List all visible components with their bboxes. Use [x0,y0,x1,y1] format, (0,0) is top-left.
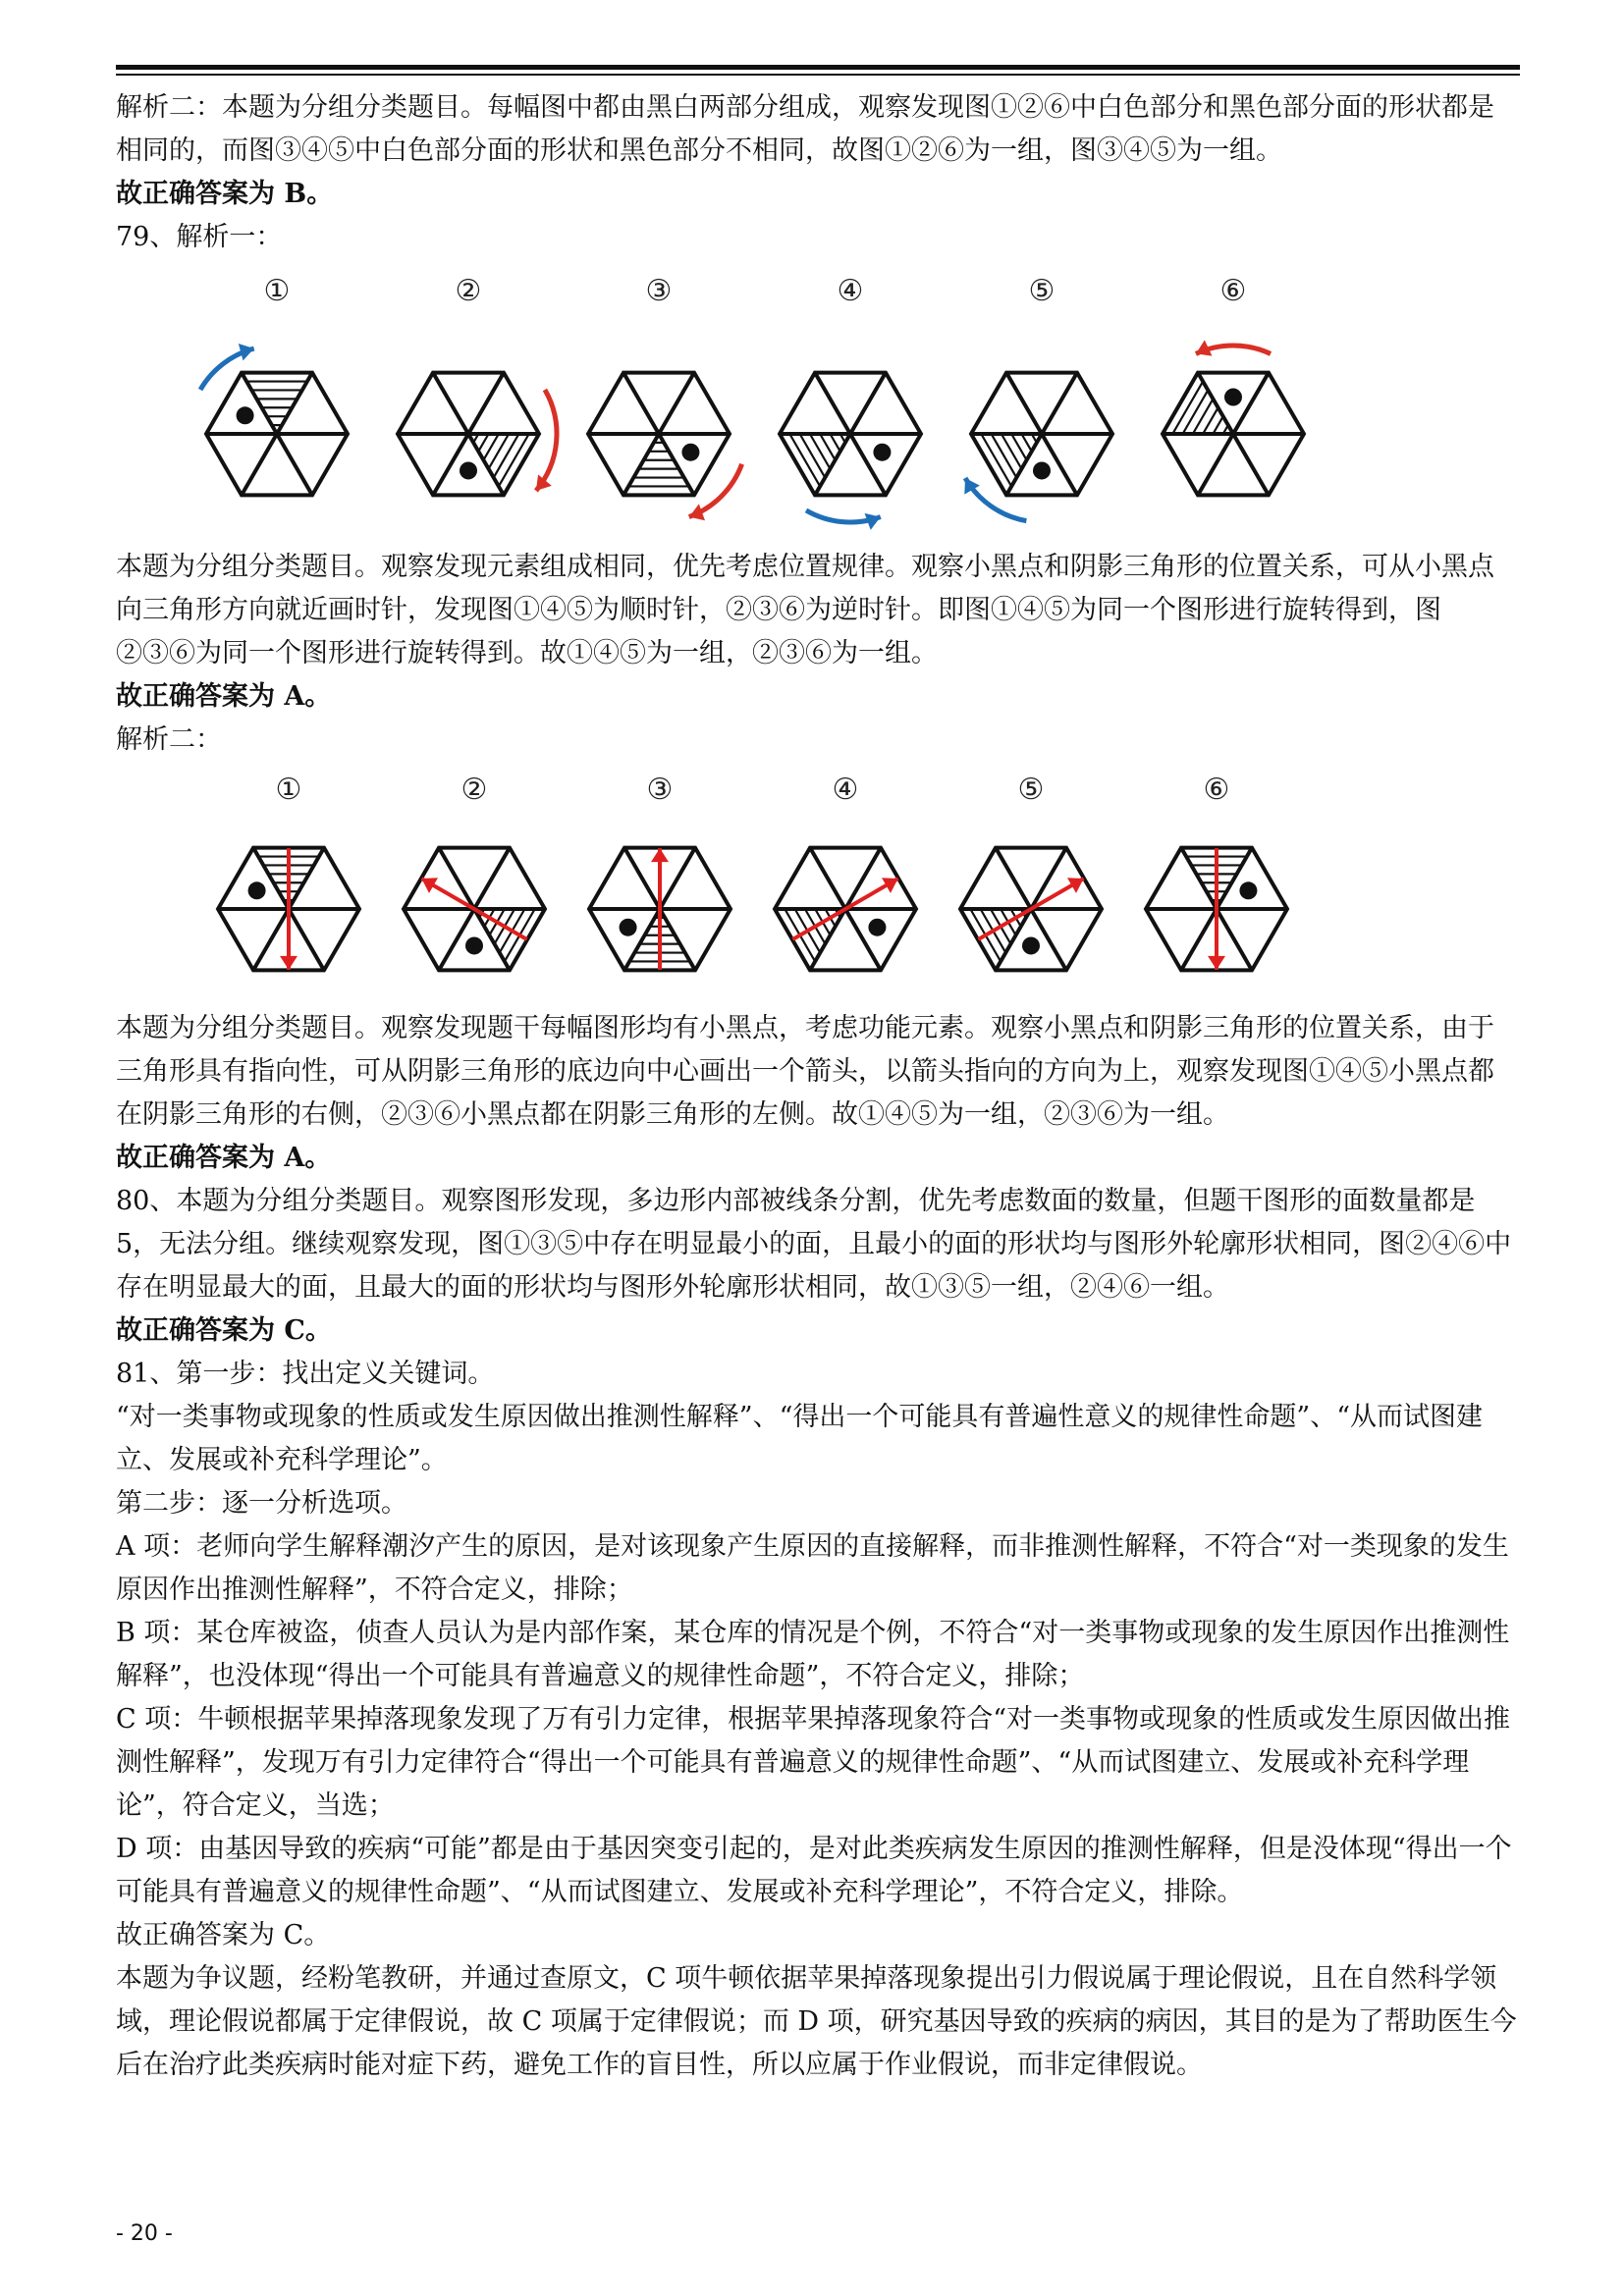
header-rule-thin [116,74,1520,76]
figure1-hexagon [964,373,1112,521]
page-number: - 20 - [116,2221,173,2246]
answer-line: 故正确答案为 A。 [116,1143,332,1173]
direction-arrow-head [1208,956,1225,970]
paragraph: C 项：牛顿根据苹果掉落现象发现了万有引力定律，根据苹果掉落现象符合“对一类事物或现象的性质或发生原因做出推测性解释”，发现万有引力定律符合“得出一个可能具有普遍意义的规律性命题”、“从而试图建立、发展或补充科学理论”，符合定义，当选； [116,1704,1511,1821]
figure-79-rotation [116,259,1520,546]
figure1-hexagon-hatch-line [1193,399,1214,434]
figure1-hexagon [200,344,348,495]
header-rule-thick [116,65,1520,70]
figure2-hexagon [1146,848,1287,971]
figure2-label: ⑤ [1017,773,1045,807]
figure1-label: ① [263,274,291,308]
figure2-hexagon [218,848,359,971]
paragraph: 第二步：逐一分析选项。 [116,1488,407,1519]
figure2-label: ⑥ [1203,773,1230,807]
paragraph: B 项：某仓库被盗，侦查人员认为是内部作案，某仓库的情况是个例，不符合“对一类事物或现象的发生原因作出推测性解释”，也没体现“得出一个可能具有普遍意义的规律性命题”，不符合定义，排除； [116,1618,1510,1691]
paragraph: 故正确答案为 C。 [116,1920,331,1950]
figure2-hexagon-dot [868,919,886,936]
figure1-hexagon-hatch-line [1183,390,1209,434]
figure1-hexagon-dot [681,444,699,461]
paragraph: 79、解析一： [116,222,283,252]
figure1-label: ③ [645,274,673,308]
figure1-hexagon-hatch-line [810,434,831,469]
paragraph: D 项：由基因导致的疾病“可能”都是由于基因突变引起的，是对此类疾病发生原因的推测性解释，但是没体现“得出一个可能具有普遍意义的规律性命题”、“从而试图建立、发展或补充科学理论”，不符合定义，排除。 [116,1834,1512,1907]
figure1-hexagon-dot [1033,461,1051,479]
figure2-hexagon-dot [620,919,637,936]
figure1-hexagon-dot [237,406,254,424]
figure1-hexagon [588,373,742,521]
paragraph: A 项：老师向学生解释潮汐产生的原因，是对该现象产生原因的直接解释，而非推测性解释，不符合“对一类现象的发生原因作出推测性解释”，不符合定义，排除； [116,1531,1509,1605]
figure1-hexagon-hatch-line [1213,416,1222,434]
figure2-label: ④ [832,773,859,807]
paragraph-group-bottom [116,1007,1520,2087]
figure1-hexagon [398,373,557,496]
figure2-hexagon [775,848,916,971]
figure1-hexagon [1163,340,1304,495]
direction-arrow-head [280,956,298,970]
figure1-hexagon-hatch-line [494,434,519,478]
figure2-label: ③ [646,773,674,807]
figure1-hexagon-hatch-line [800,434,826,478]
figure2-hexagon [404,848,545,971]
figure2-hexagon-dot [1239,881,1257,899]
answer-line: 故正确答案为 B。 [116,179,334,209]
figure1-label: ④ [837,274,864,308]
direction-arrow-head [651,848,669,862]
figure1-label: ⑤ [1028,274,1056,308]
paragraph: “对一类事物或现象的性质或发生原因做出推测性解释”、“得出一个可能具有普遍性意义的规律性命题”、“从而试图建立、发展或补充科学理论”。 [116,1402,1484,1475]
figure1-hexagon-hatch-line [830,434,839,452]
answer-line: 故正确答案为 C。 [116,1315,332,1346]
figure1-hexagon [780,373,921,530]
rotation-arrow-head [239,344,254,360]
paragraph: 80、本题为分组分类题目。观察图形发现，多边形内部被线条分割，优先考虑数面的数量，但题干图形的面数量都是 5，无法分组。继续观察发现，图①③⑤中存在明显最小的面，且最小的面的形状均与图形外轮廓形状相同，图②④⑥中存在明显最大的面，且最大的面的形状均与图形外轮廓形状相同，故①③⑤一组，②④⑥一组。 [116,1186,1512,1303]
figure-79-rotation-svg [116,259,1520,546]
paragraph-group-mid [116,546,1520,762]
figure1-hexagon-hatch-line [1001,434,1022,469]
figure2-hexagon-dot [1022,936,1040,954]
figure1-hexagon-hatch-line [1021,434,1031,452]
figure2-hexagon-dot [248,881,266,899]
paragraph: 本题为分组分类题目。观察发现题干每幅图形均有小黑点，考虑功能元素。观察小黑点和阴影三角形的位置关系，由于三角形具有指向性，可从阴影三角形的底边向中心画出一个箭头，以箭头指向的方向为上，观察发现图①④⑤小黑点都在阴影三角形的右侧，②③⑥小黑点都在阴影三角形的左侧。故①④⑤为一组，②③⑥为一组。 [116,1013,1494,1130]
figure-79-arrows [116,762,1520,1007]
figure2-hexagon [589,848,731,971]
paragraph-group-top [116,86,1520,259]
figure-79-arrows-svg [116,762,1520,1007]
figure1-hexagon-hatch-line [478,434,488,452]
figure2-label: ② [460,773,488,807]
figure2-hexagon [960,848,1102,971]
figure1-label: ② [455,274,482,308]
paragraph: 本题为争议题，经粉笔教研，并通过查原文，C 项牛顿依据苹果掉落现象提出引力假说属于理论假说，且在自然科学领域，理论假说都属于定律假说，故 C 项属于定律假说；而 D 项，研究基因导致的疾病的病因，其目的是为了帮助医生今后在治疗此类疾病时能对症下药，避免工作的盲目性，所以应属于作业假说，而非定律假说。 [116,1963,1517,2080]
figure1-hexagon-dot [873,444,891,461]
figure1-label: ⑥ [1219,274,1247,308]
figure1-hexagon-hatch-line [992,434,1017,478]
figure1-hexagon-dot [1224,389,1242,406]
figure2-hexagon-dot [465,936,483,954]
figure1-hexagon-dot [460,461,477,479]
answer-line: 故正确答案为 A。 [116,681,332,712]
paragraph: 本题为分组分类题目。观察发现元素组成相同，优先考虑位置规律。观察小黑点和阴影三角形的位置关系，可从小黑点向三角形方向就近画时针，发现图①④⑤为顺时针，②③⑥为逆时针。即图①④⑤为同一个图形进行旋转得到，图②③⑥为同一个图形进行旋转得到。故①④⑤为一组，②③⑥为一组。 [116,552,1494,668]
content-body [116,86,1520,2087]
paragraph: 81、第一步：找出定义关键词。 [116,1359,495,1389]
figure2-label: ① [275,773,302,807]
paragraph: 解析二：本题为分组分类题目。每幅图中都由黑白两部分组成，观察发现图①②⑥中白色部分和黑色部分面的形状都是相同的，而图③④⑤中白色部分面的形状和黑色部分不相同，故图①②⑥为一组，图③④⑤为一组。 [116,92,1494,166]
paragraph: 解析二： [116,724,222,755]
figure1-hexagon-hatch-line [489,434,510,469]
